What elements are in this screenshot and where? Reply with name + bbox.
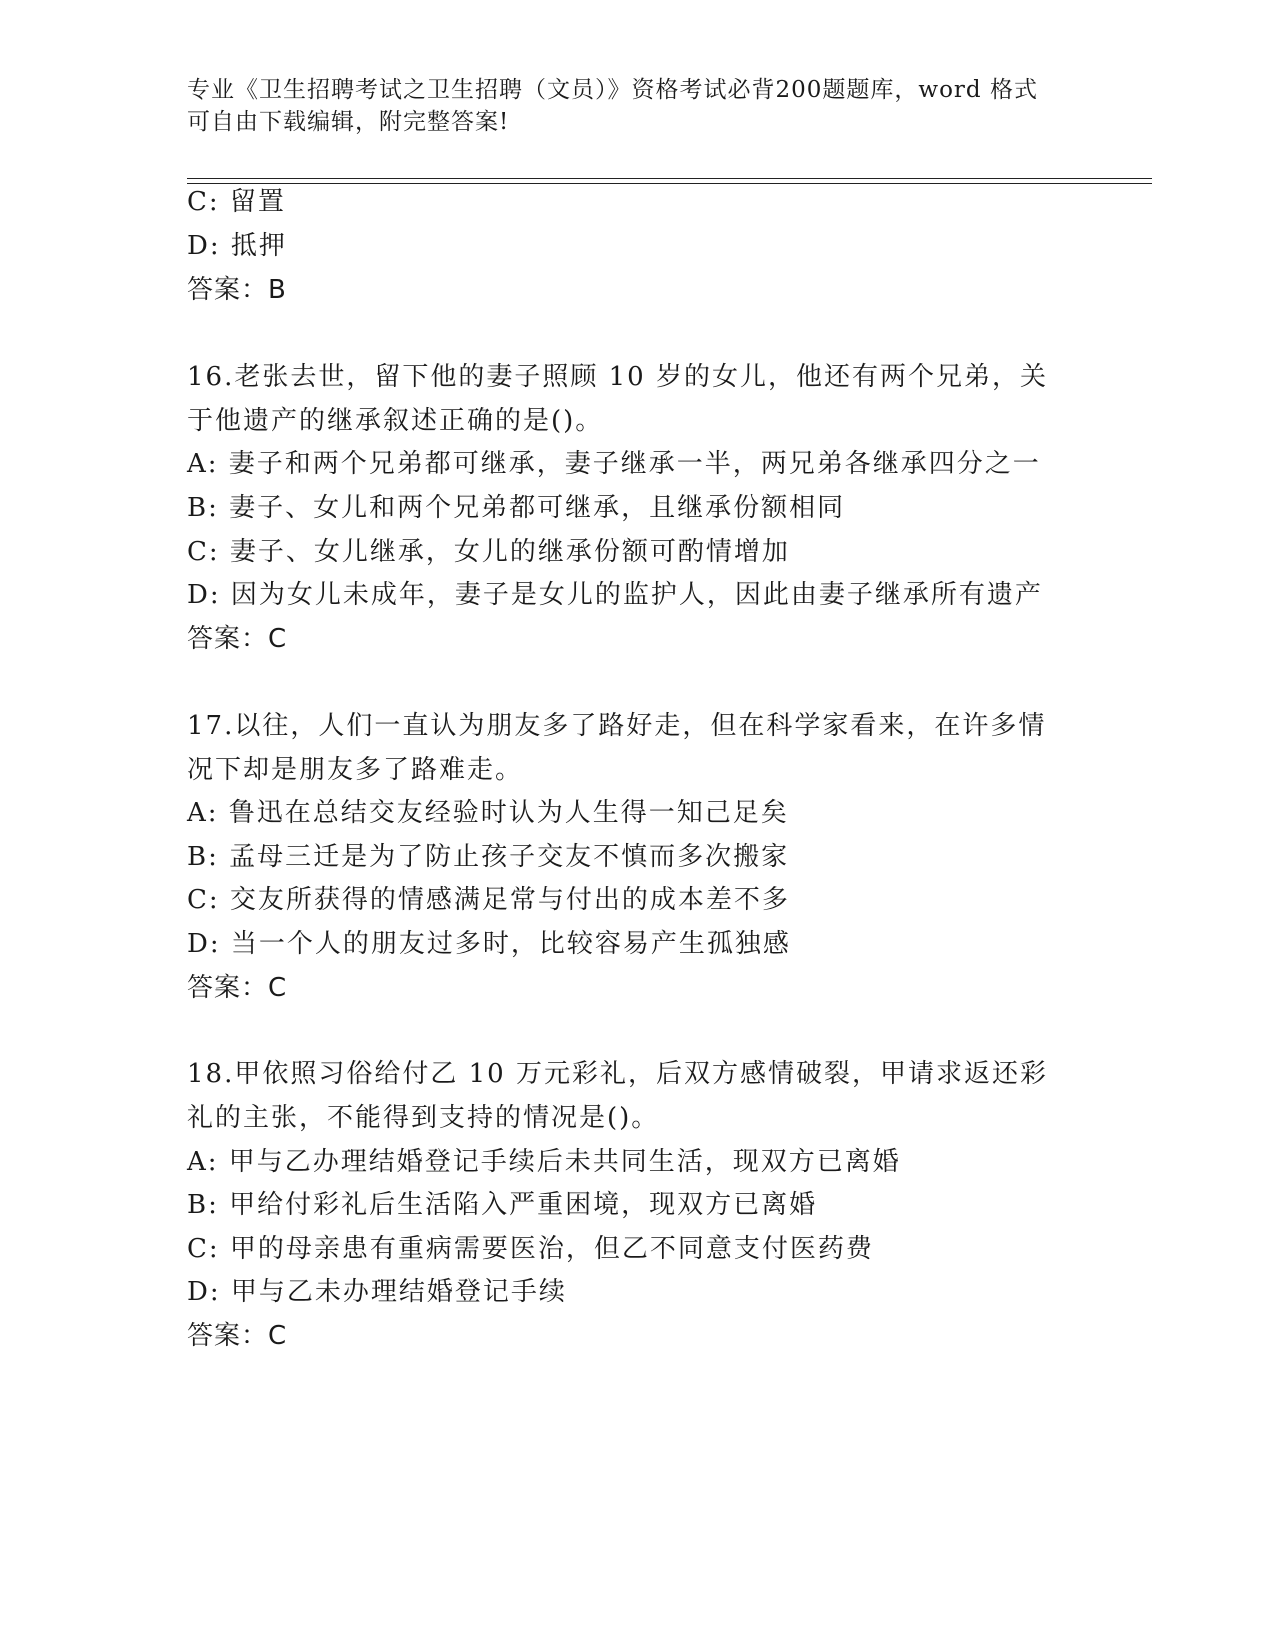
q15-option-c: C: 留置 <box>187 187 286 217</box>
q17-option-c: C: 交友所获得的情感满足常与付出的成本差不多 <box>187 885 790 915</box>
q15-option-d: D: 抵押 <box>187 231 287 261</box>
q16-option-a: A: 妻子和两个兄弟都可继承，妻子继承一半，两兄弟各继承四分之一 <box>187 449 1041 479</box>
q18-option-c: C: 甲的母亲患有重病需要医治，但乙不同意支付医药费 <box>187 1234 874 1264</box>
header-divider-top <box>187 178 1152 179</box>
q18-stem-line-2: 礼的主张，不能得到支持的情况是()。 <box>187 1103 660 1133</box>
q15-answer: 答案：B <box>187 275 287 305</box>
q18-answer: 答案：C <box>187 1321 288 1351</box>
q18-option-d: D: 甲与乙未办理结婚登记手续 <box>187 1277 567 1307</box>
q17-option-b: B: 孟母三迁是为了防止孩子交友不慎而多次搬家 <box>187 842 790 872</box>
header-divider-bottom <box>187 183 1152 184</box>
q16-option-d: D: 因为女儿未成年，妻子是女儿的监护人，因此由妻子继承所有遗产 <box>187 580 1043 610</box>
q17-stem-line-1: 17.以往，人们一直认为朋友多了路好走，但在科学家看来，在许多情 <box>187 711 1047 741</box>
q18-stem-line-1: 18.甲依照习俗给付乙 10 万元彩礼，后双方感情破裂，甲请求返还彩 <box>187 1059 1048 1089</box>
q16-stem-line-2: 于他遗产的继承叙述正确的是()。 <box>187 406 604 436</box>
q16-option-b: B: 妻子、女儿和两个兄弟都可继承，且继承份额相同 <box>187 493 846 523</box>
header-line-1: 专业《卫生招聘考试之卫生招聘（文员）》资格考试必背200题题库，word 格式 <box>187 77 1038 103</box>
q18-option-b: B: 甲给付彩礼后生活陷入严重困境，现双方已离婚 <box>187 1190 818 1220</box>
q16-answer: 答案：C <box>187 624 288 654</box>
q16-option-c: C: 妻子、女儿继承，女儿的继承份额可酌情增加 <box>187 537 790 567</box>
header-line-2: 可自由下载编辑，附完整答案! <box>187 109 510 135</box>
q16-stem-line-1: 16.老张去世，留下他的妻子照顾 10 岁的女儿，他还有两个兄弟，关 <box>187 362 1048 392</box>
q17-stem-line-2: 况下却是朋友多了路难走。 <box>187 755 524 785</box>
document-header <box>187 74 1067 138</box>
q18-option-a: A: 甲与乙办理结婚登记手续后未共同生活，现双方已离婚 <box>187 1147 901 1177</box>
q17-option-a: A: 鲁迅在总结交友经验时认为人生得一知己足矣 <box>187 798 789 828</box>
q17-option-d: D: 当一个人的朋友过多时，比较容易产生孤独感 <box>187 929 791 959</box>
q17-answer: 答案：C <box>187 973 288 1003</box>
